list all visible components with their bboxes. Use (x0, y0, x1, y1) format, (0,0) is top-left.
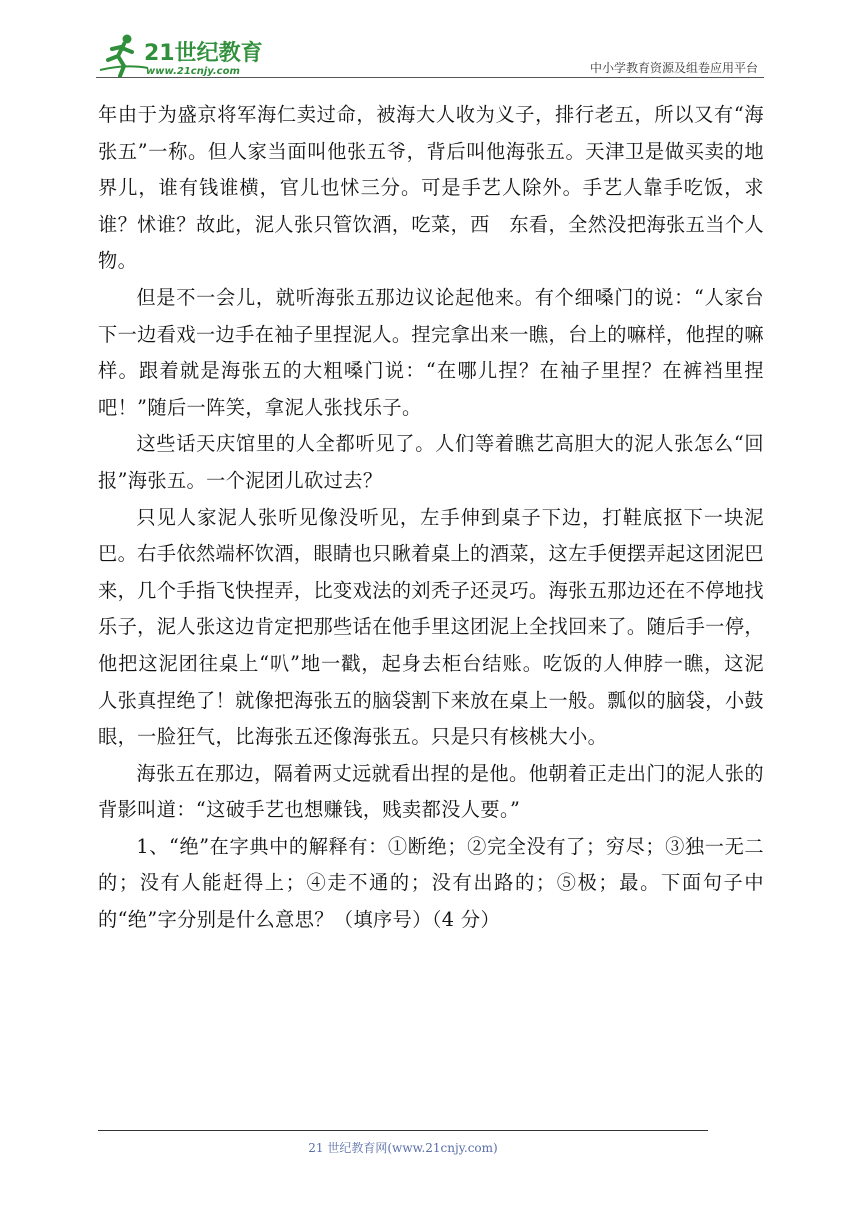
paragraph: 这些话天庆馆里的人全都听见了。人们等着瞧艺高胆大的泥人张怎么“回报”海张五。一个泥团儿砍过去？ (98, 432, 764, 492)
article-body (98, 97, 764, 939)
paragraph: 但是不一会儿，就听海张五那边议论起他来。有个细嗓门的说：“人家台下一边看戏一边手在袖子里捏泥人。捏完拿出来一瞧，台上的嘛样，他捏的嘛样。跟着就是海张五的大粗嗓门说：“在哪儿捏？在袖子里捏？在裤裆里捏吧！”随后一阵笑，拿泥人张找乐子。 (98, 285, 764, 419)
paragraph: 只见人家泥人张听见像没听见，左手伸到桌子下边，打鞋底抠下一块泥巴。右手依然端杯饮酒，眼睛也只瞅着桌上的酒菜，这左手便摆弄起这团泥巴来，几个手指飞快捏弄，比变戏法的刘秃子还灵巧。海张五那边还在不停地找乐子，泥人张这边肯定把那些话在他手里这团泥上全找回来了。随后手一停，他把这泥团往桌上“叭”地一戳，起身去柜台结账。吃饭的人伸脖一瞧，这泥人张真捏绝了！就像把海张五的脑袋割下来放在桌上一般。瓢似的脑袋，小鼓眼，一脸狂气，比海张五还像海张五。只是只有核桃大小。 (98, 505, 764, 749)
site-logo (96, 30, 296, 78)
footer-divider (98, 1130, 708, 1131)
paragraph: 海张五在那边，隔着两丈远就看出捏的是他。他朝着正走出门的泥人张的背影叫道：“这破手艺也想赚钱，贱卖都没人要。” (98, 761, 764, 822)
paragraph: 年由于为盛京将军海仁卖过命，被海大人收为义子，排行老五，所以又有“海张五”一称。但人家当面叫他张五爷，背后叫他海张五。天津卫是做买卖的地界儿，谁有钱谁横，官儿也怵三分。可是手艺人除外。手艺人靠手吃饭，求谁？怵谁？故此，泥人张只管饮酒，吃菜，西 东看，全然没把海张五当个人物。 (98, 103, 764, 273)
question-1: 1、“绝”在字典中的解释有：①断绝；②完全没有了；穷尽；③独一无二的；没有人能赶得上；④走不通的；没有出路的；⑤极；最。下面句子中的“绝”字分别是什么意思？（填序号）（4 分） (98, 834, 764, 932)
logo-url: www.21cnjy.com (146, 66, 240, 77)
logo-wordmark: 21世纪教育 (144, 41, 263, 66)
header-tagline: 中小学教育资源及组卷应用平台 (589, 61, 758, 75)
running-figure-icon (100, 35, 148, 77)
page-footer: 21 世纪教育网(www.21cnjy.com) (308, 1141, 498, 1155)
header-divider (96, 77, 764, 78)
page-header (96, 30, 764, 80)
